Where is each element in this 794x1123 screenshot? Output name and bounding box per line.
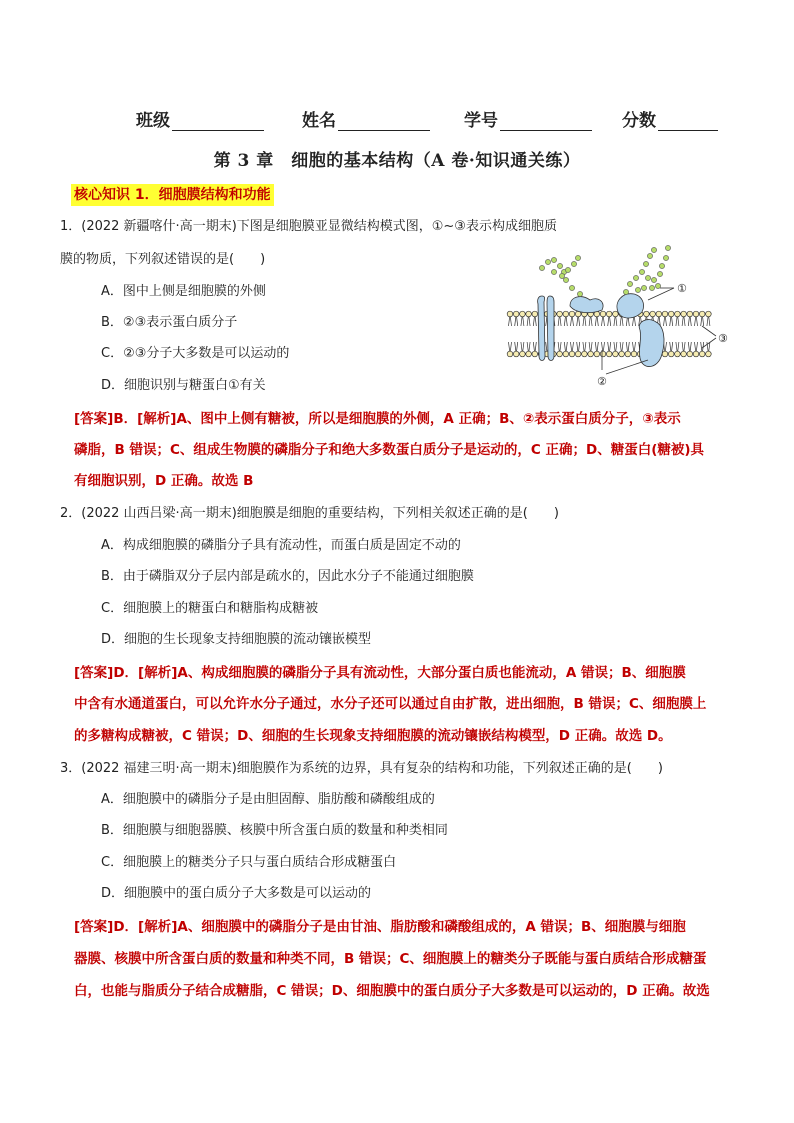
lipid-head (699, 342, 705, 357)
class-field[interactable] (136, 106, 264, 131)
question-2-option-b[interactable]: B．由于磷脂双分子层内部是疏水的，因此水分子不能通过细胞膜 (101, 569, 474, 584)
integral-protein (639, 320, 664, 367)
question-2-answer-line-2: 中含有水通道蛋白，可以允许水分子通过，水分子还可以通过自由扩散，进出细胞，B 错误；C、细胞膜上 (74, 696, 707, 712)
question-1-option-a[interactable]: A．图中上侧是细胞膜的外侧 (101, 284, 266, 299)
question-1-answer-line-3: 有细胞识别，D 正确。故选 B (74, 473, 254, 489)
lipid-head (569, 342, 575, 357)
chapter-title: 第 3 章 细胞的基本结构（A 卷·知识通关练） (213, 151, 581, 171)
membrane-svg (502, 230, 730, 392)
lipid-head (699, 311, 705, 326)
sugar-unit (559, 273, 564, 278)
lipid-head (687, 342, 693, 357)
lipid-head (613, 311, 619, 326)
phospholipid-bilayer (507, 311, 711, 357)
sugar-unit (563, 277, 568, 282)
question-2-option-c[interactable]: C．细胞膜上的糖蛋白和糖脂构成糖被 (101, 601, 319, 616)
sugar-unit (623, 289, 628, 294)
lipid-head (532, 342, 538, 357)
sugar-unit (627, 281, 632, 286)
question-1-stem-line-1: 1．(2022 新疆喀什·高一期末)下图是细胞膜亚显微结构模式图，①~③表示构成细胞质 (60, 219, 557, 234)
class-blank[interactable] (172, 113, 264, 131)
sugar-unit (651, 247, 656, 252)
question-2-answer-line-3: 的多糖构成糖被，C 错误；D、细胞的生长现象支持细胞膜的流动镶嵌结构模型，D 正确。故选 D。 (74, 728, 672, 744)
question-3-answer-line-3: 白，也能与脂质分子结合成糖脂，C 错误；D、细胞膜中的蛋白质分子大多数是可以运动的，D 正确。故选 (74, 983, 710, 999)
lipid-head (675, 342, 681, 357)
label-3: ③ (718, 332, 728, 345)
score-blank[interactable] (658, 113, 718, 131)
sugar-unit (645, 275, 650, 280)
lipid-head (693, 342, 699, 357)
lipid-head (557, 311, 563, 326)
question-3-answer-line-2: 器膜、核膜中所含蛋白质的数量和种类不同，B 错误；C、细胞膜上的糖类分子既能与蛋白质结合形成糖蛋 (74, 951, 707, 967)
lipid-head (557, 342, 563, 357)
lipid-head (575, 311, 581, 326)
lipid-head (507, 311, 513, 326)
score-field[interactable] (622, 106, 718, 131)
student-id-blank[interactable] (500, 113, 592, 131)
sugar-unit (655, 283, 660, 288)
lipid-head (606, 342, 612, 357)
peripheral-protein (570, 297, 603, 313)
sugar-unit (635, 287, 640, 292)
sugar-unit (639, 269, 644, 274)
question-3-option-a[interactable]: A．细胞膜中的磷脂分子是由胆固醇、脂肪酸和磷酸组成的 (101, 792, 435, 807)
sugar-unit (575, 255, 580, 260)
lipid-head (575, 342, 581, 357)
lipid-head (687, 311, 693, 326)
sugar-unit (565, 267, 570, 272)
lipid-head (588, 342, 594, 357)
question-1-answer-line-2: 磷脂，B 错误；C、组成生物膜的磷脂分子和绝大多数蛋白质分子是运动的，C 正确；D、糖蛋白(糖被)具 (74, 442, 705, 458)
question-3-option-d[interactable]: D．细胞膜中的蛋白质分子大多数是可以运动的 (101, 886, 372, 901)
question-2-option-a[interactable]: A．构成细胞膜的磷脂分子具有流动性，而蛋白质是固定不动的 (101, 538, 461, 553)
student-id-field[interactable] (464, 106, 592, 131)
sugar-unit (665, 245, 670, 250)
lipid-head (563, 342, 569, 357)
question-1-stem-line-2: 膜的物质，下列叙述错误的是( ) (60, 252, 266, 267)
lipid-head (532, 311, 538, 326)
sugar-unit (569, 285, 574, 290)
lipid-head (706, 311, 712, 326)
sugar-unit (545, 259, 550, 264)
name-blank[interactable] (338, 113, 430, 131)
name-label: 姓名 (302, 111, 336, 131)
glycocalyx (539, 245, 670, 296)
lipid-head (526, 311, 532, 326)
question-2-answer-line-1: [答案]D．[解析]A、构成细胞膜的磷脂分子具有流动性，大部分蛋白质也能流动，A 错误；B、细胞膜 (74, 665, 686, 681)
sugar-unit (651, 277, 656, 282)
lipid-head (563, 311, 569, 326)
student-id-label: 学号 (464, 111, 498, 131)
lipid-head (681, 342, 687, 357)
class-label: 班级 (136, 111, 170, 131)
lipid-head (619, 342, 625, 357)
lipid-head (582, 311, 588, 326)
sugar-unit (649, 285, 654, 290)
sugar-unit (539, 265, 544, 270)
sugar-unit (643, 261, 648, 266)
lipid-head (582, 342, 588, 357)
lipid-head (526, 342, 532, 357)
question-3-stem: 3．(2022 福建三明·高一期末)细胞膜作为系统的边界，具有复杂的结构和功能，下列叙述正确的是( ) (60, 761, 663, 776)
lipid-head (625, 342, 631, 357)
name-field[interactable] (302, 106, 430, 131)
question-3-answer-line-1: [答案]D．[解析]A、细胞膜中的磷脂分子是由甘油、脂肪酸和磷酸组成的，A 错误；B、细胞膜与细胞 (74, 919, 686, 935)
question-3-option-c[interactable]: C．细胞膜上的糖类分子只与蛋白质结合形成糖蛋白 (101, 855, 397, 870)
question-1-option-b[interactable]: B．②③表示蛋白质分子 (101, 315, 238, 330)
lipid-head (513, 311, 519, 326)
student-info-row (0, 106, 794, 130)
lipid-head (668, 342, 674, 357)
lipid-head (507, 342, 513, 357)
lipid-head (668, 311, 674, 326)
question-1-answer-line-1: [答案]B．[解析]A、图中上侧有糖被，所以是细胞膜的外侧，A 正确；B、②表示蛋白质分子，③表示 (74, 411, 681, 427)
cell-membrane-diagram (502, 230, 730, 392)
sugar-unit (663, 255, 668, 260)
section-heading: 核心知识 1．细胞膜结构和功能 (71, 184, 274, 206)
label-1: ① (677, 282, 687, 295)
sugar-unit (557, 263, 562, 268)
score-label: 分数 (622, 111, 656, 131)
lipid-head (693, 311, 699, 326)
glycoprotein (617, 294, 644, 318)
sugar-unit (577, 291, 582, 296)
lipid-head (520, 311, 526, 326)
lipid-head (594, 342, 600, 357)
sugar-unit (571, 261, 576, 266)
lipid-head (600, 342, 606, 357)
sugar-unit (633, 275, 638, 280)
sugar-unit (641, 285, 646, 290)
lipid-head (594, 311, 600, 326)
question-3-option-b[interactable]: B．细胞膜与细胞器膜、核膜中所含蛋白质的数量和种类相同 (101, 823, 448, 838)
question-1-option-c[interactable]: C．②③分子大多数是可以运动的 (101, 346, 290, 361)
lipid-head (569, 311, 575, 326)
question-1-option-d[interactable]: D．细胞识别与糖蛋白①有关 (101, 378, 266, 393)
lipid-head (600, 311, 606, 326)
question-2-stem: 2．(2022 山西吕梁·高一期末)细胞膜是细胞的重要结构，下列相关叙述正确的是( ) (60, 506, 559, 521)
lipid-head (588, 311, 594, 326)
lipid-head (662, 311, 668, 326)
sugar-unit (657, 271, 662, 276)
lipid-head (631, 342, 637, 357)
lipid-head (675, 311, 681, 326)
sugar-unit (647, 253, 652, 258)
sugar-unit (659, 263, 664, 268)
lipid-head (513, 342, 519, 357)
lipid-head (606, 311, 612, 326)
label-2: ② (597, 375, 607, 388)
sugar-unit (551, 269, 556, 274)
lipid-head (681, 311, 687, 326)
sugar-unit (551, 257, 556, 262)
question-2-option-d[interactable]: D．细胞的生长现象支持细胞膜的流动镶嵌模型 (101, 632, 372, 647)
channel-protein (538, 296, 554, 361)
lipid-head (706, 342, 712, 357)
lipid-head (613, 342, 619, 357)
lipid-head (520, 342, 526, 357)
